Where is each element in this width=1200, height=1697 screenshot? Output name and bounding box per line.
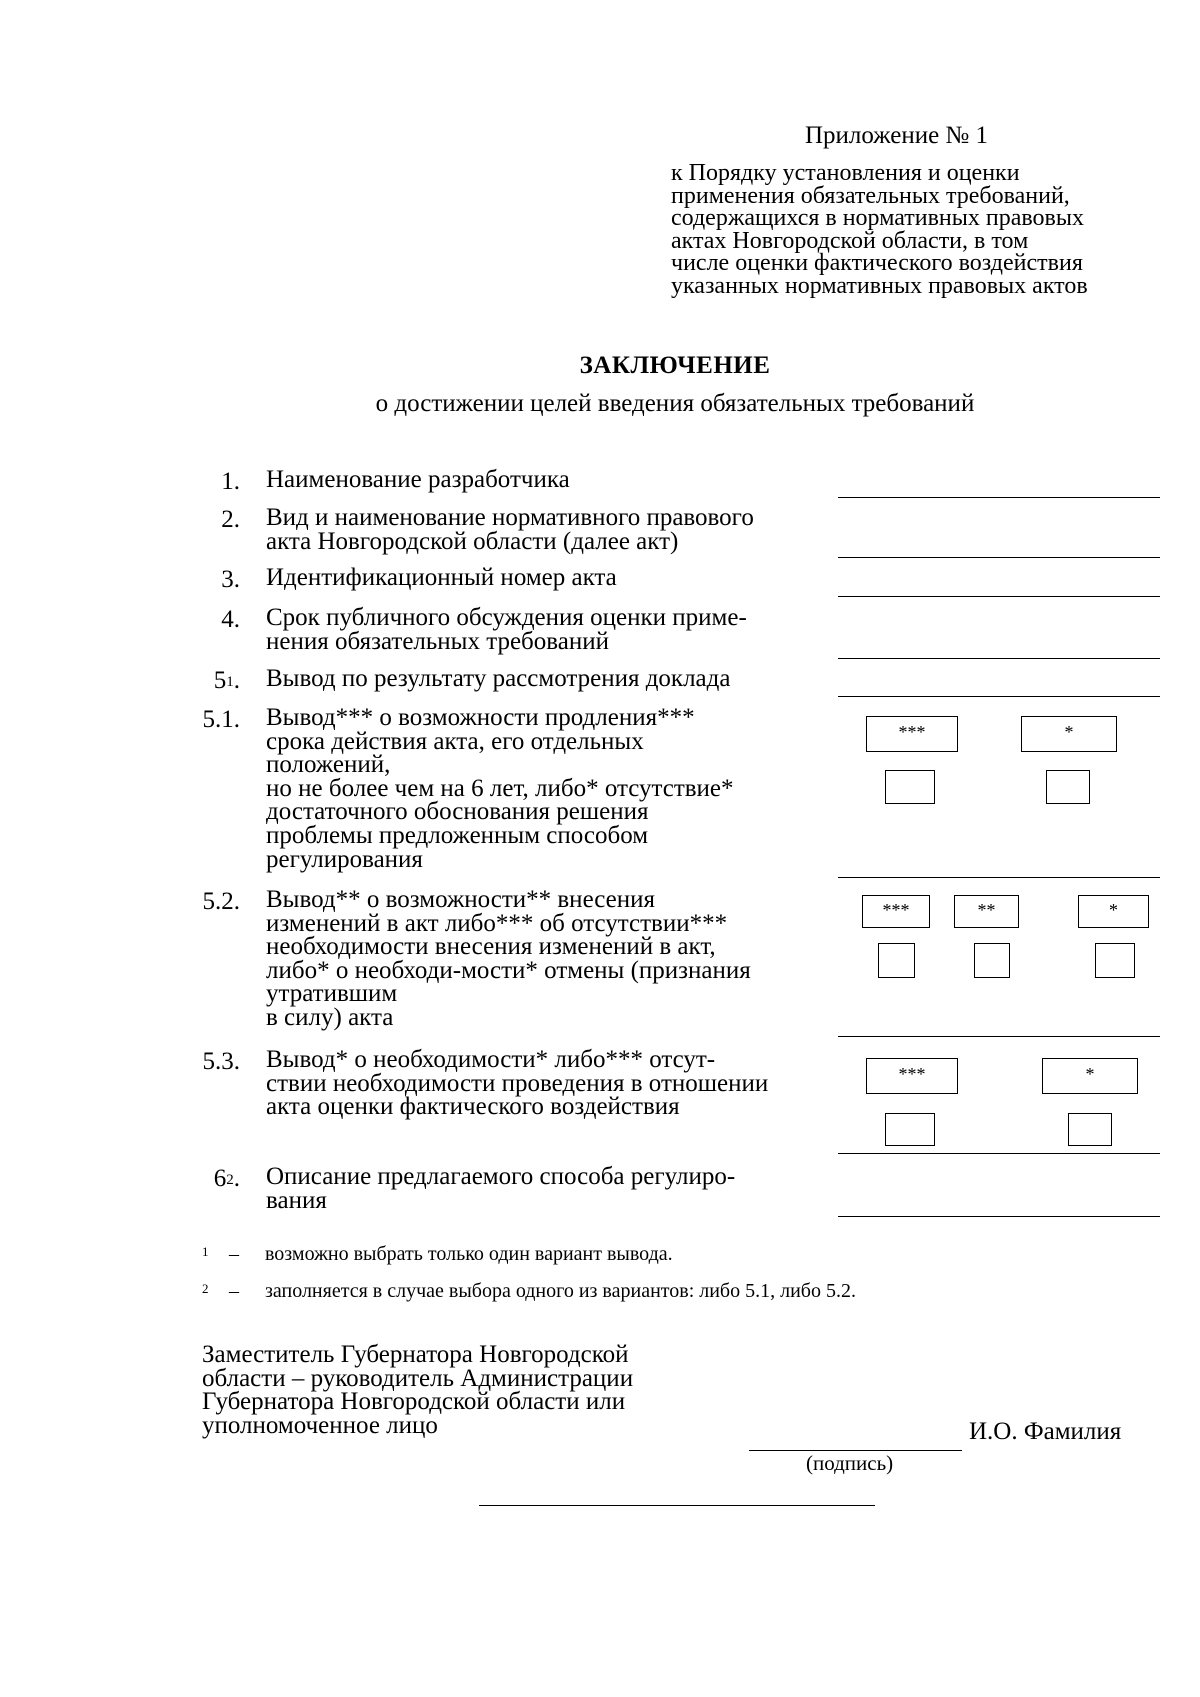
item-text bbox=[266, 706, 826, 871]
appendix-title: Приложение № 1 bbox=[805, 122, 989, 149]
footnote-dash: – bbox=[229, 1243, 239, 1265]
item-text-line: Вывод по результату рассмотрения доклада bbox=[266, 665, 731, 692]
item-text-line: Срок публичного обсуждения оценки приме- bbox=[266, 604, 747, 631]
item-text-line: ствии необходимости проведения в отношении bbox=[266, 1069, 769, 1097]
footnote-dash: – bbox=[229, 1280, 239, 1302]
item-text-line: регулирования bbox=[266, 845, 423, 873]
signatory-position bbox=[202, 1343, 633, 1437]
item-answer-line[interactable] bbox=[838, 497, 1160, 498]
item-text-line: акта Новгородской области (далее акт) bbox=[266, 527, 679, 555]
item-answer-line[interactable] bbox=[838, 557, 1160, 558]
item-number-suffix: . bbox=[233, 1165, 240, 1192]
appendix-subtitle-line: актах Новгородской области, в том bbox=[671, 227, 1029, 254]
item-number: 4. bbox=[221, 606, 240, 633]
item-text-line: вания bbox=[266, 1186, 327, 1214]
item-text bbox=[266, 506, 826, 553]
signatory-position-line: области – руководитель Администрации bbox=[202, 1364, 634, 1392]
item-text-line: проблемы предложенным способом bbox=[266, 821, 649, 849]
signatory-position-line: уполномоченное лицо bbox=[202, 1411, 438, 1439]
item-answer-line[interactable] bbox=[838, 658, 1160, 659]
signatory-name: И.О. Фамилия bbox=[969, 1418, 1122, 1445]
appendix-subtitle-line: содержащихся в нормативных правовых bbox=[671, 205, 1085, 231]
item-text-line: Идентификационный номер акта bbox=[266, 564, 617, 591]
item-number-main: 5 bbox=[213, 667, 227, 694]
item-text-line: либо* о необходи-мости* отмены (признания bbox=[266, 956, 751, 984]
item-text bbox=[266, 606, 826, 653]
item-text bbox=[266, 468, 826, 492]
item-text-line: Вывод* о необходимости* либо*** отсут- bbox=[266, 1046, 716, 1073]
item-number: 5.1. bbox=[202, 706, 240, 733]
item-number: 1. bbox=[221, 468, 240, 495]
footnote-mark: 1 bbox=[202, 1244, 209, 1259]
option-checkbox[interactable] bbox=[885, 770, 935, 804]
item-text-line: изменений в акт либо*** об отсутствии*** bbox=[266, 909, 728, 937]
option-checkbox[interactable] bbox=[1095, 943, 1135, 978]
item-text bbox=[266, 667, 826, 691]
item-text bbox=[266, 1048, 826, 1119]
item-text bbox=[266, 1165, 826, 1212]
signatory-position-line: Губернатора Новгородской области или bbox=[202, 1388, 626, 1416]
item-text-line: Вывод** о возможности** внесения bbox=[266, 886, 656, 913]
option-checkbox[interactable] bbox=[1068, 1113, 1112, 1146]
item-answer-line[interactable] bbox=[838, 1153, 1160, 1154]
option-label: * bbox=[1078, 895, 1149, 928]
option-checkbox[interactable] bbox=[885, 1113, 935, 1146]
item-number: 5.2. bbox=[202, 888, 240, 915]
item-number-suffix: . bbox=[233, 667, 240, 694]
item-answer-line[interactable] bbox=[838, 1036, 1160, 1037]
item-number-main: 6 bbox=[213, 1165, 227, 1192]
item-text-line: в силу) акта bbox=[266, 1003, 394, 1031]
item-answer-line[interactable] bbox=[838, 596, 1160, 597]
item-number bbox=[180, 667, 240, 695]
option-label: * bbox=[1021, 716, 1117, 752]
appendix-subtitle-line: к Порядку установления и оценки bbox=[671, 160, 1020, 186]
item-text-line: нения обязательных требований bbox=[266, 627, 609, 655]
item-text-line: но не более чем на 6 лет, либо* отсутствие* bbox=[266, 774, 734, 802]
option-label: *** bbox=[862, 895, 930, 928]
item-number: 2. bbox=[221, 506, 240, 533]
option-label: *** bbox=[866, 716, 958, 752]
item-number: 5.3. bbox=[202, 1048, 240, 1075]
item-number bbox=[180, 1165, 240, 1193]
appendix-subtitle-line: указанных нормативных правовых актов bbox=[671, 272, 1088, 299]
item-text-line: акта оценки фактического воздействия bbox=[266, 1093, 680, 1121]
item-answer-line[interactable] bbox=[838, 1216, 1160, 1217]
item-text-line: положений, bbox=[266, 751, 391, 779]
appendix-subtitle bbox=[671, 162, 1141, 297]
item-text-line: достаточного обоснования решения bbox=[266, 798, 649, 826]
item-text-line: Наименование разработчика bbox=[266, 466, 570, 493]
footnote-mark: 2 bbox=[202, 1281, 209, 1296]
option-checkbox[interactable] bbox=[974, 943, 1010, 978]
option-label: *** bbox=[866, 1058, 958, 1094]
appendix-subtitle-line: применения обязательных требований, bbox=[671, 182, 1070, 209]
bottom-divider bbox=[479, 1505, 875, 1506]
appendix-subtitle-line: числе оценки фактического воздействия bbox=[671, 250, 1083, 276]
signature-caption: (подпись) bbox=[806, 1451, 894, 1475]
item-text bbox=[266, 566, 826, 590]
item-text-line: необходимости внесения изменений в акт, bbox=[266, 933, 716, 961]
item-number: 3. bbox=[221, 566, 240, 593]
item-answer-line[interactable] bbox=[838, 877, 1160, 878]
option-label: ** bbox=[954, 895, 1019, 928]
footnote-text: возможно выбрать только один вариант вывода. bbox=[265, 1243, 673, 1265]
item-text-line: утратившим bbox=[266, 980, 398, 1008]
item-text-line: Вид и наименование нормативного правового bbox=[266, 504, 754, 531]
option-label: * bbox=[1042, 1058, 1138, 1094]
item-text-line: Вывод*** о возможности продления*** bbox=[266, 704, 695, 731]
item-text-line: срока действия акта, его отдельных bbox=[266, 727, 644, 755]
option-checkbox[interactable] bbox=[1046, 770, 1090, 804]
document-title: ЗАКЛЮЧЕНИЕ bbox=[579, 352, 771, 379]
item-text-line: Описание предлагаемого способа регулиро- bbox=[266, 1163, 736, 1190]
document-subtitle: о достижении целей введения обязательных требований bbox=[375, 390, 975, 417]
signatory-position-line: Заместитель Губернатора Новгородской bbox=[202, 1341, 629, 1368]
item-answer-line[interactable] bbox=[838, 696, 1160, 697]
footnote-ref: 2 bbox=[226, 1172, 234, 1188]
footnote-ref: 1 bbox=[226, 674, 234, 690]
footnote-text: заполняется в случае выбора одного из вариантов: либо 5.1, либо 5.2. bbox=[265, 1280, 856, 1302]
item-text bbox=[266, 888, 826, 1030]
option-checkbox[interactable] bbox=[878, 943, 915, 978]
